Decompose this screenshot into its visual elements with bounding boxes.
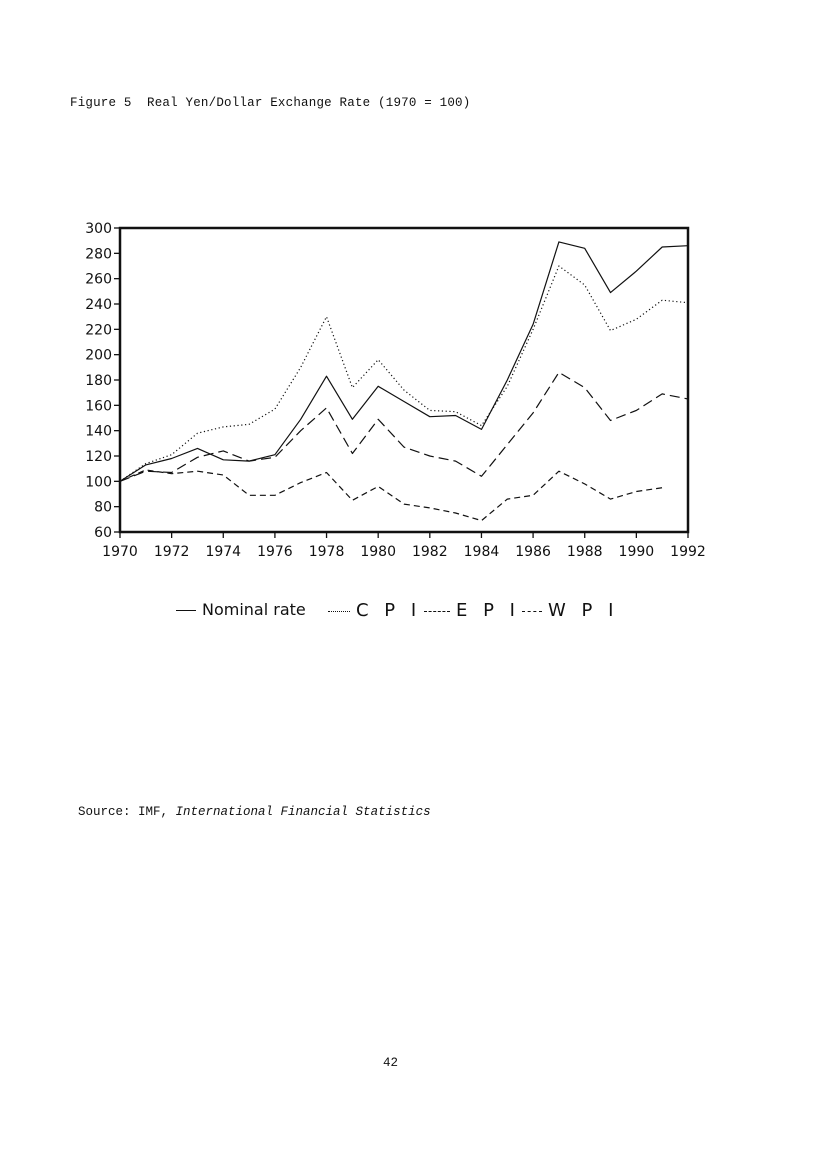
x-tick-label-1990: 1990 xyxy=(618,544,655,560)
legend-item-epi xyxy=(424,600,520,621)
legend-label-cpi: C P I xyxy=(356,600,422,621)
source-title: International Financial Statistics xyxy=(175,805,431,819)
y-tick-label-140: 140 xyxy=(85,423,112,440)
y-tick-label-160: 160 xyxy=(85,398,112,415)
plot-frame xyxy=(120,228,688,532)
legend-swatch-epi xyxy=(424,611,450,612)
y-tick-label-260: 260 xyxy=(85,271,112,288)
x-tick-label-1982: 1982 xyxy=(411,544,448,560)
legend-item-cpi xyxy=(328,600,421,621)
series-line-epi xyxy=(120,372,688,481)
source-note xyxy=(78,805,431,819)
figure-caption: Figure 5 Real Yen/Dollar Exchange Rate (1970 = 100) xyxy=(70,96,471,110)
y-tick-label-100: 100 xyxy=(85,474,112,491)
series-line-cpi xyxy=(120,266,688,481)
series-line-nominal-rate xyxy=(120,242,688,481)
x-tick-label-1974: 1974 xyxy=(205,544,242,560)
x-axis xyxy=(102,532,706,560)
legend-label-nominal: Nominal rate xyxy=(202,600,306,619)
source-prefix: Source: IMF, xyxy=(78,805,176,819)
x-tick-label-1980: 1980 xyxy=(360,544,397,560)
y-tick-label-300: 300 xyxy=(85,221,112,237)
legend-item-nominal xyxy=(176,600,306,619)
x-tick-label-1992: 1992 xyxy=(670,544,706,560)
y-tick-label-200: 200 xyxy=(85,347,112,364)
y-tick-label-60: 60 xyxy=(94,525,112,541)
x-tick-label-1970: 1970 xyxy=(102,544,138,560)
x-tick-label-1986: 1986 xyxy=(515,544,551,560)
series-line-wpi xyxy=(120,470,662,521)
x-tick-label-1984: 1984 xyxy=(463,544,500,560)
y-tick-label-180: 180 xyxy=(85,373,112,389)
page-number: 42 xyxy=(383,1056,399,1070)
y-axis xyxy=(85,221,120,541)
x-tick-label-1988: 1988 xyxy=(566,544,603,560)
legend-label-wpi: W P I xyxy=(548,600,619,621)
y-tick-label-240: 240 xyxy=(85,297,112,313)
legend-swatch-cpi xyxy=(328,611,350,612)
x-tick-label-1976: 1976 xyxy=(257,544,293,560)
y-tick-label-120: 120 xyxy=(85,449,112,465)
legend-swatch-wpi xyxy=(522,611,542,612)
y-tick-label-80: 80 xyxy=(94,499,112,516)
legend-swatch-nominal xyxy=(176,610,196,611)
legend-item-wpi xyxy=(522,600,618,621)
y-tick-label-220: 220 xyxy=(85,322,112,339)
y-tick-label-280: 280 xyxy=(85,246,112,263)
legend-label-epi: E P I xyxy=(456,600,520,621)
x-tick-label-1978: 1978 xyxy=(308,544,345,560)
x-tick-label-1972: 1972 xyxy=(153,544,190,560)
chart-series-group xyxy=(120,242,688,521)
